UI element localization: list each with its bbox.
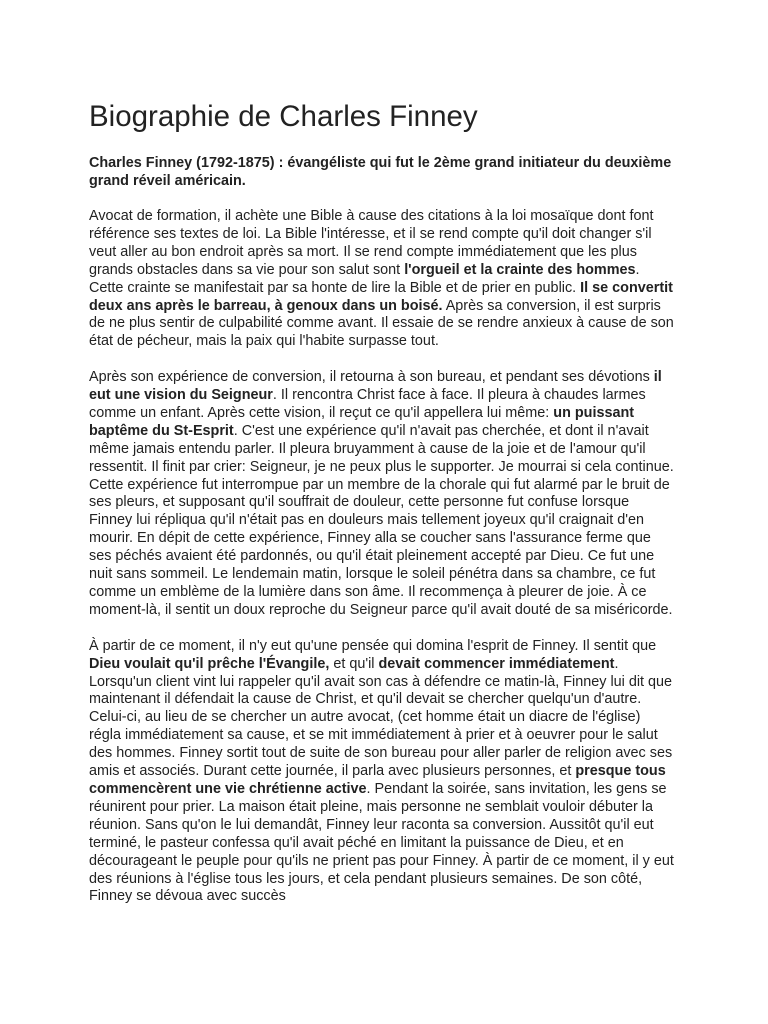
text-run: Avocat de formation, il achète une Bible à cause des citations à la loi mosaïque dont font référence ses textes de loi. La Bible l'intéresse, et il se rend compte qu'il doit changer s'il veut aller au bon endroit après sa mort. Il se rend compte immédiatement que les plus grands obstacles dans sa vie pour son salut sont — [89, 208, 654, 278]
text-run: et qu'il — [329, 655, 379, 672]
text-run: . Cette crainte se manifestait par sa honte de lire la Bible et de prier en public. — [89, 261, 640, 296]
document-lead: Charles Finney (1792-1875) : évangéliste qui fut le 2ème grand initiateur du deuxième grand réveil américain. — [89, 155, 672, 189]
bold-run: un puissant baptême du St-Esprit — [89, 404, 635, 439]
bold-run: presque tous commencèrent une vie chrétienne active — [89, 763, 666, 797]
paragraph-3 — [89, 638, 675, 907]
text-run: Après sa conversion, il est surpris de ne plus sentir de culpabilité comme avant. Il essaie de se rendre anxieux à cause de son état de pécheur, mais la paix qui l'habite surpasse tout. — [89, 297, 674, 350]
bold-run: devait commencer immédiatement — [378, 655, 615, 672]
paragraph-2 — [89, 369, 675, 620]
text-run: Après son expérience de conversion, il retourna à son bureau, et pendant ses dévotions — [89, 369, 654, 386]
paragraph-1 — [89, 208, 675, 351]
bold-run: Dieu voulait qu'il prêche l'Évangile, — [89, 655, 330, 672]
text-run: . Lorsqu'un client vint lui rappeler qu'il avait son cas à défendre ce matin-là, Finney lui dit que maintenant il défendait la cause de Christ, et qu'il devait se chercher quelqu'un d'autre. Celui-ci, au lieu de se chercher un autre avocat, (cet homme était un diacre de l'église) régla immédiatement sa cause, et se mit immédiatement à prier et à oeuvrer pour le salut des hommes. Finney sortit tout de suite de son bureau pour aller parler de religion avec ses amis et associés. Durant cette journée, il parla avec plusieurs personnes, et — [89, 655, 673, 780]
document-title: Biographie de Charles Finney — [89, 100, 478, 133]
text-run: . C'est une expérience qu'il n'avait pas cherchée, et dont il n'avait même jamais entendu parler. Il pleura bruyamment à cause de la joie et de l'amour qu'il ressentit. Il finit par crier: Seigneur, je ne peux plus le supporter. Je mourrai si cela continue. Cette expérience fut interrompue par un membre de la chorale qui fut alarmé par le bruit de ses pleurs, et supposant qu'il souffrait de douleur, cette personne fut confuse lorsque Finney lui répliqua qu'il n'était pas en douleurs mais tellement joyeux qu'il craignait d'en mourir. En dépit de cette expérience, Finney alla se coucher sans l'assurance ferme que ses péchés avaient été pardonnés, ou qu'il était pleinement accepté par Dieu. Ce fut une nuit sans sommeil. Le lendemain matin, lorsque le soleil pénétra dans sa chambre, ce fut comme un emblème de la lumière dans son âme. Il recommença à pleurer de joie. À ce moment-là, il sentit un doux reproche du Seigneur parce qu'il avait douté de sa miséricorde. — [89, 422, 674, 618]
text-run: . Il rencontra Christ face à face. Il pleura à chaudes larmes comme un enfant. Après cette vision, il reçut ce qu'il appellera lui même: — [89, 387, 646, 421]
text-run: . Pendant la soirée, sans invitation, les gens se réunirent pour prier. La maison était pleine, mais personne ne semblait vouloir débuter la réunion. Sans qu'on le lui demandât, Finney leur raconta sa conversion. Aussitôt qu'il eut terminé, le pasteur confessa qu'il avait péché en limitant la puissance de Dieu, et en décourageant le peuple pour qu'ils ne prient pas pour Finney. À partir de ce moment, il y eut des réunions à l'église tous les jours, et cela pendant plusieurs semaines. De son côté, Finney se dévoua avec succès — [89, 780, 674, 905]
bold-run: l'orgueil et la crainte des hommes — [404, 261, 636, 278]
document-page — [89, 98, 675, 924]
bold-run: Il se convertit deux ans après le barreau, à genoux dans un boisé. — [89, 279, 673, 314]
bold-run: il eut une vision du Seigneur — [89, 369, 662, 404]
text-run: À partir de ce moment, il n'y eut qu'une pensée qui domina l'esprit de Finney. Il sentit que — [89, 637, 657, 654]
